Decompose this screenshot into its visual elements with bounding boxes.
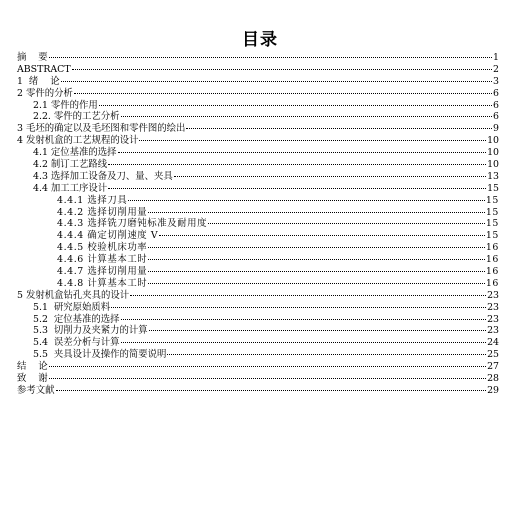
toc-entry-5-4[interactable] — [17, 337, 499, 349]
toc-entry-4-4-3[interactable] — [17, 218, 499, 230]
dot-leader — [56, 390, 487, 391]
toc-entry-introduction[interactable] — [17, 76, 499, 88]
toc-page-number: 15 — [487, 182, 499, 194]
toc-entry-label: 4 发射机盒的工艺规程的设计 — [17, 135, 139, 147]
toc-entry-label: 4.4.3 选择铣刀磨钝标准及耐用度 — [57, 218, 208, 230]
toc-entry-abstract-cn[interactable] — [17, 52, 499, 64]
toc-page-number: 6 — [493, 99, 499, 111]
toc-entry-5-5[interactable] — [17, 349, 499, 361]
toc-page-number: 2 — [493, 63, 499, 75]
toc-entry-4-4-2[interactable] — [17, 207, 499, 219]
toc-entry-chapter-4[interactable] — [17, 135, 499, 147]
dot-leader — [49, 366, 486, 367]
dot-leader — [108, 188, 486, 189]
dot-leader — [148, 212, 485, 213]
toc-entry-4-3[interactable] — [17, 171, 499, 183]
dot-leader — [108, 164, 486, 165]
toc-entry-4-2[interactable] — [17, 159, 499, 171]
toc-page-number: 6 — [493, 87, 499, 99]
toc-page-number: 23 — [487, 325, 499, 337]
toc-page-number: 6 — [493, 111, 499, 123]
toc-page-number: 10 — [487, 159, 499, 171]
dot-leader — [121, 319, 487, 320]
toc-entry-label: 4.4.8 计算基本工时 — [57, 277, 148, 289]
toc-entry-label: 5.4 误差分析与计算 — [33, 337, 120, 349]
toc-page-number: 13 — [487, 170, 499, 182]
toc-entry-4-4-8[interactable] — [17, 278, 499, 290]
dot-leader — [49, 378, 486, 379]
toc-entry-4-4[interactable] — [17, 183, 499, 195]
toc-page-number: 24 — [487, 337, 499, 349]
toc-entry-label: 结 论 — [17, 361, 48, 373]
toc-page-number: 10 — [487, 135, 499, 147]
toc-title: 目录 — [242, 30, 278, 50]
toc-entry-label: 4.4.4 确定切削速度 V — [57, 230, 159, 242]
toc-entry-label: 3 毛坯的确定以及毛坯图和零件图的绘出 — [17, 123, 186, 135]
toc-entry-label: 5.2 定位基准的选择 — [33, 313, 120, 325]
dot-leader — [111, 307, 486, 308]
dot-leader — [149, 330, 486, 331]
dot-leader — [167, 354, 486, 355]
toc-entry-5-2[interactable] — [17, 314, 499, 326]
toc-entry-label: 参考文献 — [17, 384, 55, 396]
toc-entry-2-1[interactable] — [17, 100, 499, 112]
dot-leader — [148, 283, 485, 284]
toc-entry-label: 2 零件的分析 — [17, 87, 73, 99]
dot-leader — [128, 200, 485, 201]
dot-leader — [159, 235, 485, 236]
toc-page-number: 27 — [487, 361, 499, 373]
toc-entry-5-3[interactable] — [17, 325, 499, 337]
toc-entry-references[interactable] — [17, 385, 499, 397]
dot-leader — [130, 295, 486, 296]
toc-page-number: 16 — [485, 277, 499, 289]
dot-leader — [174, 176, 486, 177]
toc-page-number: 1 — [493, 52, 499, 63]
dot-leader — [49, 57, 492, 58]
dot-leader — [148, 259, 485, 260]
toc-page-number: 9 — [493, 123, 499, 135]
dot-leader — [61, 81, 492, 82]
toc-entry-label: 5.3 切削力及夹紧力的计算 — [33, 325, 148, 337]
toc-page-number: 15 — [485, 206, 499, 218]
toc-page-number: 3 — [493, 75, 499, 87]
toc-entry-4-4-7[interactable] — [17, 266, 499, 278]
dot-leader — [121, 342, 487, 343]
toc-page-number: 29 — [487, 384, 499, 396]
toc-page-number: 23 — [487, 289, 499, 301]
toc-page-number: 23 — [487, 301, 499, 313]
toc-entry-label: 4.4 加工工序设计 — [33, 182, 108, 194]
toc-entry-label: 5.1 研究原始质料 — [33, 301, 111, 313]
toc-entry-4-4-4[interactable] — [17, 230, 499, 242]
toc-page-number: 23 — [487, 313, 499, 325]
toc-entry-label: ABSTRACT — [17, 63, 71, 75]
toc-page-number: 15 — [485, 194, 499, 206]
toc-page-number: 15 — [485, 230, 499, 242]
toc-entry-2-2[interactable] — [17, 111, 499, 123]
toc-entry-chapter-3[interactable] — [17, 123, 499, 135]
toc-entry-label: 4.4.2 选择切削用量 — [57, 206, 148, 218]
dot-leader — [99, 105, 492, 106]
toc-entry-conclusion[interactable] — [17, 361, 499, 373]
toc-entry-label: 摘 要 — [17, 52, 48, 63]
toc-entry-label: 4.1 定位基准的选择 — [33, 147, 117, 159]
dot-leader — [118, 152, 487, 153]
dot-leader — [74, 93, 492, 94]
toc-entry-label: 4.2 制订工艺路线 — [33, 159, 108, 171]
toc-entry-4-4-5[interactable] — [17, 242, 499, 254]
toc-entry-4-1[interactable] — [17, 147, 499, 159]
dot-leader — [121, 116, 493, 117]
dot-leader — [148, 247, 485, 248]
toc-entry-4-4-6[interactable] — [17, 254, 499, 266]
toc-entry-label: 5 发射机盒钻孔夹具的设计 — [17, 289, 130, 301]
toc-entry-label: 4.4.6 计算基本工时 — [57, 254, 148, 266]
toc-page-number: 25 — [487, 349, 499, 361]
dot-leader — [139, 140, 486, 141]
dot-leader — [186, 128, 492, 129]
toc-page-number: 16 — [485, 254, 499, 266]
table-of-contents — [17, 52, 499, 397]
dot-leader — [208, 223, 485, 224]
toc-entry-4-4-1[interactable] — [17, 195, 499, 207]
toc-entry-abstract-en[interactable] — [17, 64, 499, 76]
toc-entry-label: 5.5 夹具设计及操作的简要说明 — [33, 349, 167, 361]
toc-entry-label: 2.2. 零件的工艺分析 — [33, 111, 120, 123]
toc-entry-label: 2.1 零件的作用 — [33, 99, 98, 111]
dot-leader — [72, 69, 492, 70]
toc-page-number: 28 — [487, 373, 499, 385]
toc-entry-label: 4.4.1 选择刀具 — [57, 194, 128, 206]
dot-leader — [148, 271, 485, 272]
toc-entry-acknowledgements[interactable] — [17, 373, 499, 385]
toc-entry-label: 4.4.5 校验机床功率 — [57, 242, 148, 254]
toc-page-number: 16 — [485, 242, 499, 254]
toc-page-number: 10 — [487, 147, 499, 159]
toc-entry-label: 致 谢 — [17, 373, 48, 385]
toc-entry-chapter-5[interactable] — [17, 290, 499, 302]
toc-entry-5-1[interactable] — [17, 302, 499, 314]
toc-page-number: 15 — [485, 218, 499, 230]
toc-entry-label: 1 绪 论 — [17, 75, 60, 87]
toc-entry-label: 4.3 选择加工设备及刀、量、夹具 — [33, 170, 173, 182]
toc-page-number: 16 — [485, 266, 499, 278]
toc-entry-label: 4.4.7 选择切削用量 — [57, 266, 148, 278]
toc-entry-chapter-2[interactable] — [17, 88, 499, 100]
